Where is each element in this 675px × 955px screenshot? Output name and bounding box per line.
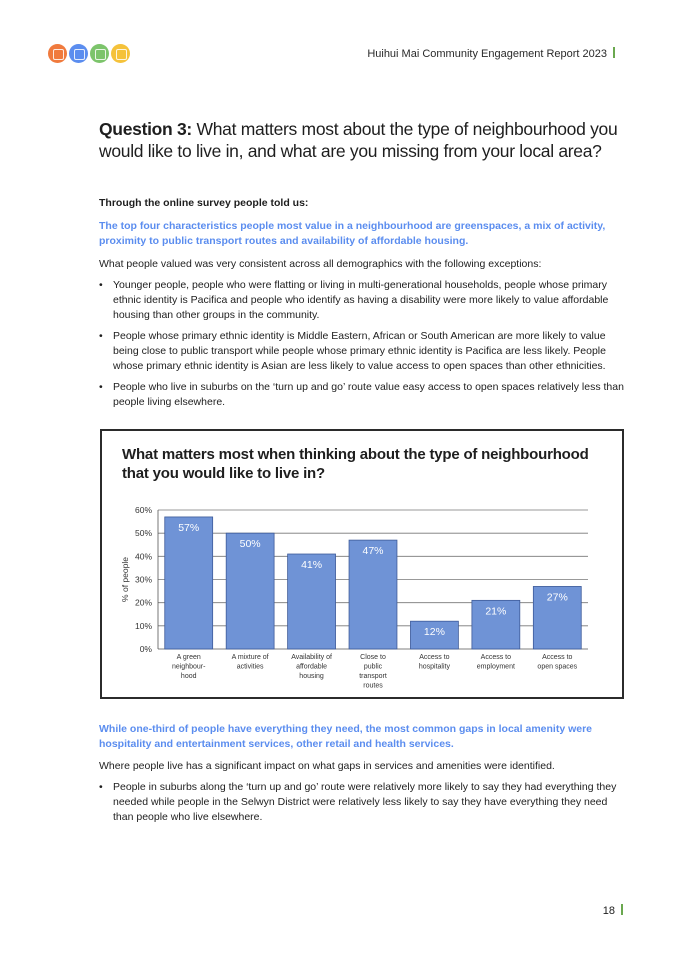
gaps-list	[99, 780, 629, 825]
report-logo	[48, 44, 130, 63]
page-number-text: 18	[602, 905, 615, 917]
data-label: 21%	[485, 605, 507, 618]
y-axis-label: % of people	[120, 557, 130, 602]
data-label: 50%	[239, 538, 261, 551]
logo-circle-yellow	[111, 44, 130, 63]
bar	[226, 533, 274, 649]
paragraph-1: What people valued was very consistent across all demographics with the following exceptions:	[99, 258, 542, 270]
bar	[165, 517, 213, 649]
key-finding-2: While one-third of people have everything they need, the most common gaps in local amenity were hospitality and entertainment services, other retail and health services.	[99, 723, 593, 750]
category-label: Access to employment	[476, 654, 515, 671]
category-label: A mixture of activities	[231, 654, 269, 671]
logo-circle-orange	[48, 44, 67, 63]
y-tick-label: 30%	[134, 574, 152, 585]
list-item: • People who live in suburbs on the ‘turn up and go’ route value easy access to open spaces relatively less than people living elsewhere.	[99, 380, 629, 410]
header-title	[367, 47, 615, 60]
header-title-text: Huihui Mai Community Engagement Report 2023	[367, 48, 607, 60]
page-number	[603, 904, 623, 917]
y-tick-label: 20%	[134, 597, 152, 608]
y-tick-label: 40%	[134, 551, 152, 562]
category-label: Access to open spaces	[537, 654, 578, 671]
category-label: A green neighbour-hood	[171, 654, 206, 680]
y-tick-label: 10%	[134, 620, 152, 631]
data-label: 12%	[423, 626, 445, 639]
logo-circle-green	[90, 44, 109, 63]
data-label: 47%	[362, 545, 384, 558]
exceptions-list	[99, 278, 629, 410]
question-text: What matters most about the type of neighbourhood you would like to live in, and what are you missing from your local area?	[99, 119, 618, 161]
category-label: Access to hospitality	[418, 654, 450, 671]
category-label: Availability of affordable housing	[291, 654, 332, 680]
page-accent-bar	[621, 904, 623, 915]
question-label: Question 3:	[99, 119, 192, 139]
list-item: • People whose primary ethnic identity is Middle Eastern, African or South American are more likely to value being close to public transport while people whose primary ethnic identity is Pacifica are less likely. People whose primary ethnic identity is Asian are less likely to value access to open spaces than other ethnicities.	[99, 329, 629, 374]
y-tick-label: 60%	[134, 505, 152, 515]
data-label: 41%	[301, 559, 323, 572]
category-label: Close to public transport routes	[359, 654, 387, 690]
data-label: 27%	[546, 591, 568, 604]
question-heading	[99, 118, 619, 162]
chart-title: What matters most when thinking about the type of neighbourhood that you would like to live in?	[122, 446, 589, 482]
findings-section	[99, 219, 629, 416]
data-label: 57%	[178, 521, 200, 534]
chart-panel	[100, 429, 624, 699]
y-tick-label: 50%	[134, 528, 152, 539]
survey-lead: Through the online survey people told us:	[99, 197, 309, 209]
bar-chart	[102, 431, 622, 697]
list-item: • People in suburbs along the ‘turn up and go’ route were relatively more likely to say they had everything they needed while people in the Selwyn District were relatively less likely to say they have everything they need than people who live elsewhere.	[99, 780, 629, 825]
header-accent-bar	[613, 47, 615, 58]
y-tick-label: 0%	[139, 644, 152, 654]
logo-circle-blue	[69, 44, 88, 63]
key-finding-1: The top four characteristics people most value in a neighbourhood are greenspaces, a mix of activity, proximity to public transport routes and availability of affordable housing.	[99, 220, 606, 247]
list-item: • Younger people, people who were flatting or living in multi-generational households, people whose primary ethnic identity is Pacifica and people who identify as having a disability were more likely to value affordable housing than other groups in the community.	[99, 278, 629, 323]
gaps-section	[99, 722, 629, 831]
paragraph-2: Where people live has a significant impact on what gaps in services and amenities were identified.	[99, 760, 555, 772]
